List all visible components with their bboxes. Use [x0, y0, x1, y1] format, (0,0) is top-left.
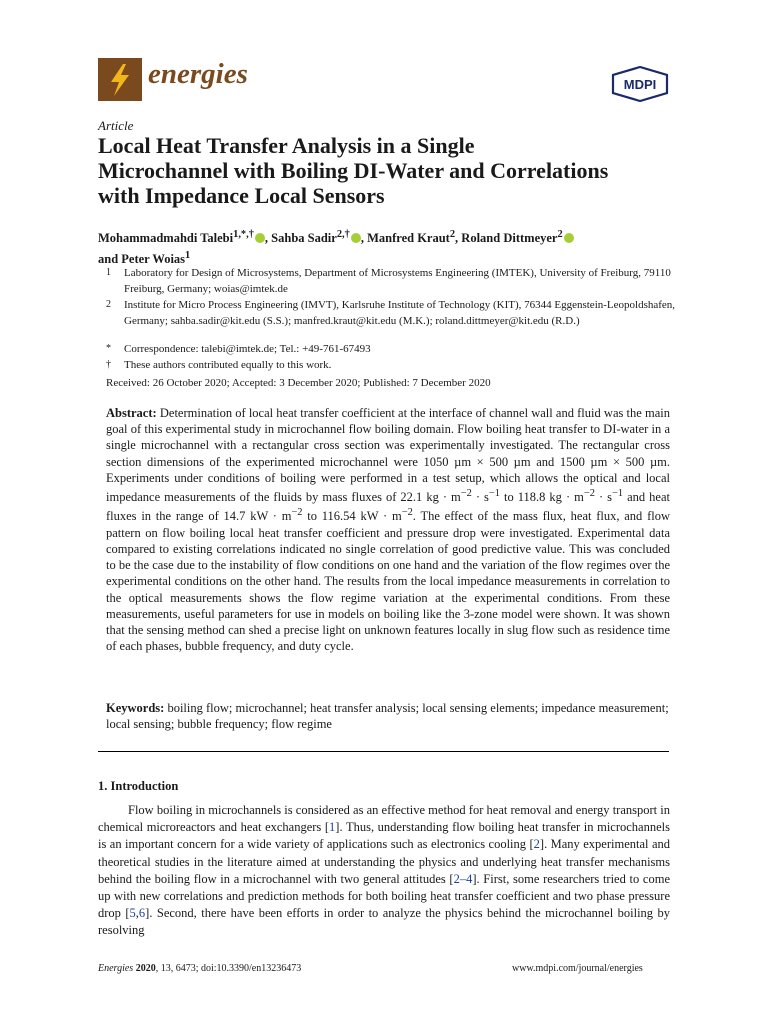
citation-link[interactable]: 2–4 [453, 871, 473, 886]
keywords [106, 700, 670, 732]
affiliation-text: Laboratory for Design of Microsystems, Department of Microsystems Engineering (IMTEK), University of Freiburg, 79110 Freiburg, Germany; woias@imtek.de [124, 267, 671, 295]
author-name: Roland Dittmeyer [461, 231, 558, 246]
author-list: Mohammadmahdi Talebi$^{1,*,\dagger}$ , Sahba Sadir$^{2,\dagger}$ , Manfred Kraut$^2$, Roland Dittmeyer$^2$ and Peter Woias$^1$ [98, 226, 698, 268]
journal-name: energies [148, 58, 248, 90]
paper-title [98, 133, 698, 208]
bolt-icon [98, 58, 142, 101]
keywords-label: Keywords: [106, 701, 165, 715]
author-affiliation-mark: 2,† [336, 229, 350, 240]
citation-link[interactable]: 6 [138, 906, 146, 921]
citation-link[interactable]: 5 [129, 906, 136, 921]
footer-year: 2020 [135, 963, 156, 974]
author-name: Sahba Sadir [271, 231, 337, 246]
author-name: Manfred Kraut [367, 231, 450, 246]
intro-paragraph: Flow boiling in microchannels is considered as an effective method for heat removal and energy transport in chemical microreactors and heat exchangers [1]. Thus, understanding flow boiling heat transfer in microchannels is an important concern for a wide variety of applications such as electronics cooling [2]. Many experimental and theoretical studies in the literature aimed at understanding the physics and underlying heat transfer mechanisms behind the boiling flow in a microchannel with two general attitudes [2–4]. First, some researchers tried to come up with new correlations and prediction methods for both boiling heat transfer coefficient and two phase pressure drop [5,6]. Second, there have been efforts in order to analyze the physics behind the microchannel boiling by resolving [98, 803, 671, 938]
footer-journal: Energies [98, 963, 134, 974]
citation-link[interactable]: 2 [533, 837, 540, 852]
author-name: Mohammadmahdi Talebi [98, 231, 234, 246]
publisher-name: MDPI [623, 77, 657, 92]
keywords-text: boiling flow; microchannel; heat transfer analysis; local sensing elements; impedance measurement; local sensing; bubble frequency; flow regime [106, 701, 669, 732]
title-line: with Impedance Local Sensors [98, 183, 385, 208]
affiliation [98, 265, 688, 297]
equal-contribution-note [98, 357, 688, 373]
title-line: Local Heat Transfer Analysis in a Single [98, 133, 475, 158]
citation-link[interactable]: 1 [329, 820, 336, 835]
orcid-icon[interactable] [255, 233, 265, 243]
orcid-icon[interactable] [351, 233, 361, 243]
affiliation-mark: * [106, 343, 111, 354]
affiliation-mark: 1 [106, 267, 111, 278]
footer-citation [98, 963, 301, 974]
section-divider [98, 751, 669, 752]
affiliation-text: Institute for Micro Process Engineering (IMVT), Karlsruhe Institute of Technology (KIT), 76344 Eggenstein-Leopoldshafen, Germany; sahba.sadir@kit.edu (S.S.); manfred.kraut@kit.edu (M.K.); roland.dittmeyer@kit.edu (R.D.) [124, 299, 676, 327]
orcid-icon[interactable] [564, 233, 574, 243]
section-heading: 1. Introduction [98, 779, 179, 793]
title-line: Microchannel with Boiling DI-Water and Correlations [98, 158, 609, 183]
author-affiliation-mark: 1 [185, 250, 191, 262]
author-affiliation-mark: 2 [557, 229, 563, 240]
abstract-label: Abstract: [106, 406, 157, 420]
footer-url[interactable]: www.mdpi.com/journal/energies [512, 963, 643, 974]
article-type: Article [98, 118, 134, 133]
publication-dates: Received: 26 October 2020; Accepted: 3 December 2020; Published: 7 December 2020 [106, 377, 491, 389]
affiliation-mark: † [106, 359, 111, 370]
affiliation [98, 297, 688, 329]
affiliation-mark: 2 [106, 299, 111, 310]
author-affiliation-mark: 2 [449, 229, 456, 240]
equal-contribution-text: These authors contributed equally to this work. [124, 359, 332, 371]
correspondence-text: Correspondence: talebi@imtek.de; Tel.: +49-761-67493 [124, 343, 371, 355]
journal-logo [98, 58, 142, 101]
footer-doi: , 13, 6473; doi:10.3390/en13236473 [155, 963, 302, 974]
correspondence [98, 341, 688, 357]
author-name: and Peter Woias [98, 252, 186, 267]
mdpi-logo-icon [610, 66, 670, 102]
author-affiliation-mark: 1,*,† [233, 229, 254, 240]
abstract: Abstract: Determination of local heat transfer coefficient at the interface of channel wall and fluid was the main goal of this experimental study in microchannel flow boiling domain. Flow boiling heat transfer to DI-water in a single microchannel with a rectangular cross section was experimentally investigated. The rectangular cross section dimensions of the experimented microchannel were 1050 µm × 500 µm and 1500 µm × 500 µm. Experiments under conditions of boiling were performed in a test setup, which allows the optical and local impedance measurements of the fluids by mass fluxes of 22.1 kg · $m^{-2} \cdot s^{-1}$ to 118.8 kg · $m^{-2} \cdot s^{-1}$ and heat fluxes in the range of 14.7 kW · $m^{-2}$ to 116.54 kW · $m^{-2}$. The effect of the mass flux, heat flux, and flow pattern on flow boiling local heat transfer coefficient and pressure drop were investigated. Experimental data compared to existing correlations indicated no single correlation of good predictive value. This was concluded to be the case due to the instability of flow conditions on one hand and the variation of the flow regimes over the experimental conditions on the other hand. The results from the local impedance measurements in correlation to the optical measurements shows the flow regime variation at the experimental conditions. From these measurements, useful parameters for use in models on boiling like the 3-zone model were shown. It was shown that the sensing method can shed a precise light on unknown features locally in slug flow such as residence time of each phases, bubble frequency, and duty cycle. [106, 406, 670, 654]
